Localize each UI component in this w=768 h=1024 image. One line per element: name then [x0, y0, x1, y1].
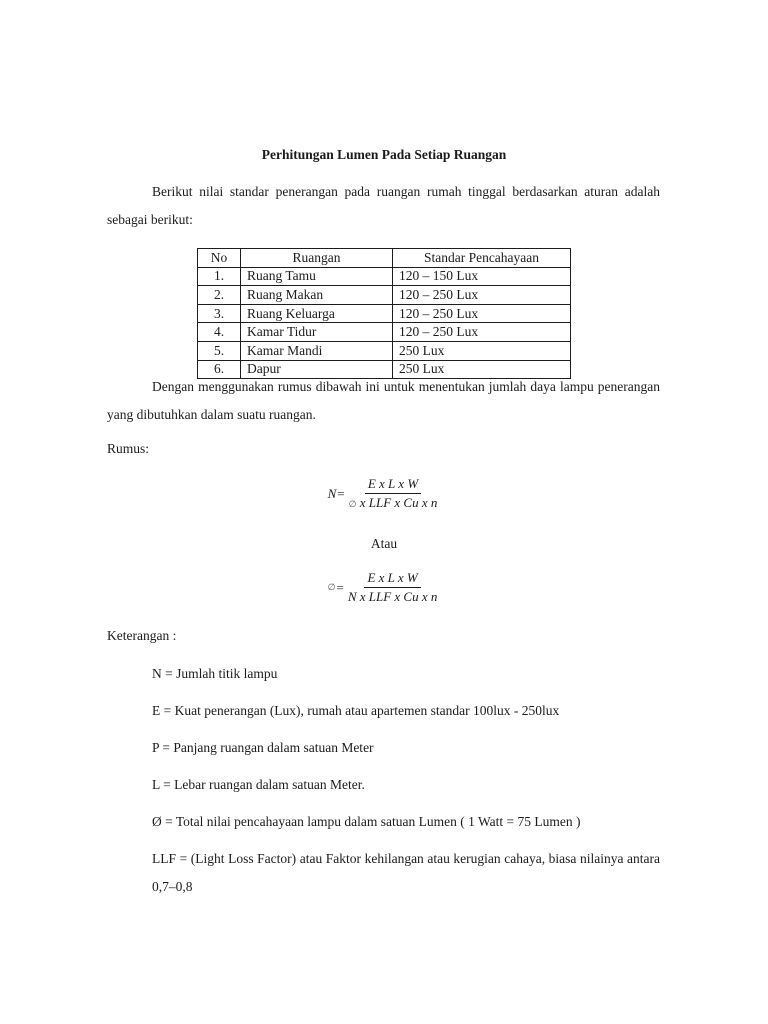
cell-standar: 120 – 250 Lux: [393, 286, 571, 305]
definition-phi: Ø = Total nilai pencahayaan lampu dalam satuan Lumen ( 1 Watt = 75 Lumen ): [152, 814, 581, 829]
header-standar: Standar Pencahayaan: [393, 249, 571, 268]
cell-no: 1.: [198, 267, 241, 286]
cell-ruangan: Dapur: [241, 360, 393, 379]
cell-no: 6.: [198, 360, 241, 379]
rumus-label: Rumus:: [107, 441, 150, 456]
formula-n-denominator-rest: x LLF x Cu x n: [356, 495, 438, 510]
cell-standar: 120 – 250 Lux: [393, 304, 571, 323]
intro-paragraph: Berikut nilai standar penerangan pada ruangan rumah tinggal berdasarkan aturan adalah sebagai berikut:: [107, 184, 660, 227]
table-row: [198, 267, 571, 286]
cell-no: 4.: [198, 323, 241, 342]
atau-label: Atau: [370, 536, 398, 551]
cell-standar: 250 Lux: [393, 360, 571, 379]
formula-n-numerator: E x L x W: [365, 476, 421, 494]
formula-intro-paragraph: Dengan menggunakan rumus dibawah ini untuk menentukan jumlah daya lampu penerangan yang dibutuhkan dalam suatu ruangan.: [107, 379, 660, 422]
definition-llf: LLF = (Light Loss Factor) atau Faktor kehilangan atau kerugian cahaya, biasa nilainya antara 0,7–0,8: [152, 851, 660, 894]
definition-n: N = Jumlah titik lampu: [152, 666, 278, 681]
formula-n-fraction: [346, 476, 441, 511]
table-row: [198, 304, 571, 323]
cell-ruangan: Kamar Tidur: [241, 323, 393, 342]
table-row: [198, 323, 571, 342]
cell-ruangan: Ruang Tamu: [241, 267, 393, 286]
formula-phi-lhs: ∅: [327, 582, 336, 592]
definition-l: L = Lebar ruangan dalam satuan Meter.: [152, 777, 365, 792]
formula-phi: [0, 570, 768, 605]
lighting-standard-table: [197, 248, 571, 379]
formula-phi-numerator: E x L x W: [364, 570, 420, 588]
cell-no: 5.: [198, 341, 241, 360]
cell-ruangan: Kamar Mandi: [241, 341, 393, 360]
formula-n-equals: =: [337, 485, 345, 501]
cell-no: 2.: [198, 286, 241, 305]
table-row: [198, 341, 571, 360]
keterangan-label: Keterangan :: [107, 628, 177, 643]
formula-phi-fraction: [345, 570, 441, 605]
phi-symbol: ∅: [348, 499, 357, 509]
cell-standar: 120 – 250 Lux: [393, 323, 571, 342]
definition-p: P = Panjang ruangan dalam satuan Meter: [152, 740, 374, 755]
cell-standar: 250 Lux: [393, 341, 571, 360]
cell-no: 3.: [198, 304, 241, 323]
page-title: Perhitungan Lumen Pada Setiap Ruangan: [261, 147, 507, 162]
header-no: No: [198, 249, 241, 268]
table-header-row: [198, 249, 571, 268]
cell-standar: 120 – 150 Lux: [393, 267, 571, 286]
formula-n: [0, 476, 768, 511]
formula-n-lhs: N: [327, 485, 337, 501]
formula-phi-denominator: N x LLF x Cu x n: [347, 589, 438, 604]
table-row: [198, 286, 571, 305]
formula-phi-equals: =: [336, 579, 344, 595]
header-ruangan: Ruangan: [241, 249, 393, 268]
cell-ruangan: Ruang Keluarga: [241, 304, 393, 323]
definition-e: E = Kuat penerangan (Lux), rumah atau apartemen standar 100lux - 250lux: [152, 703, 560, 718]
formula-n-denominator: [346, 494, 441, 511]
cell-ruangan: Ruang Makan: [241, 286, 393, 305]
